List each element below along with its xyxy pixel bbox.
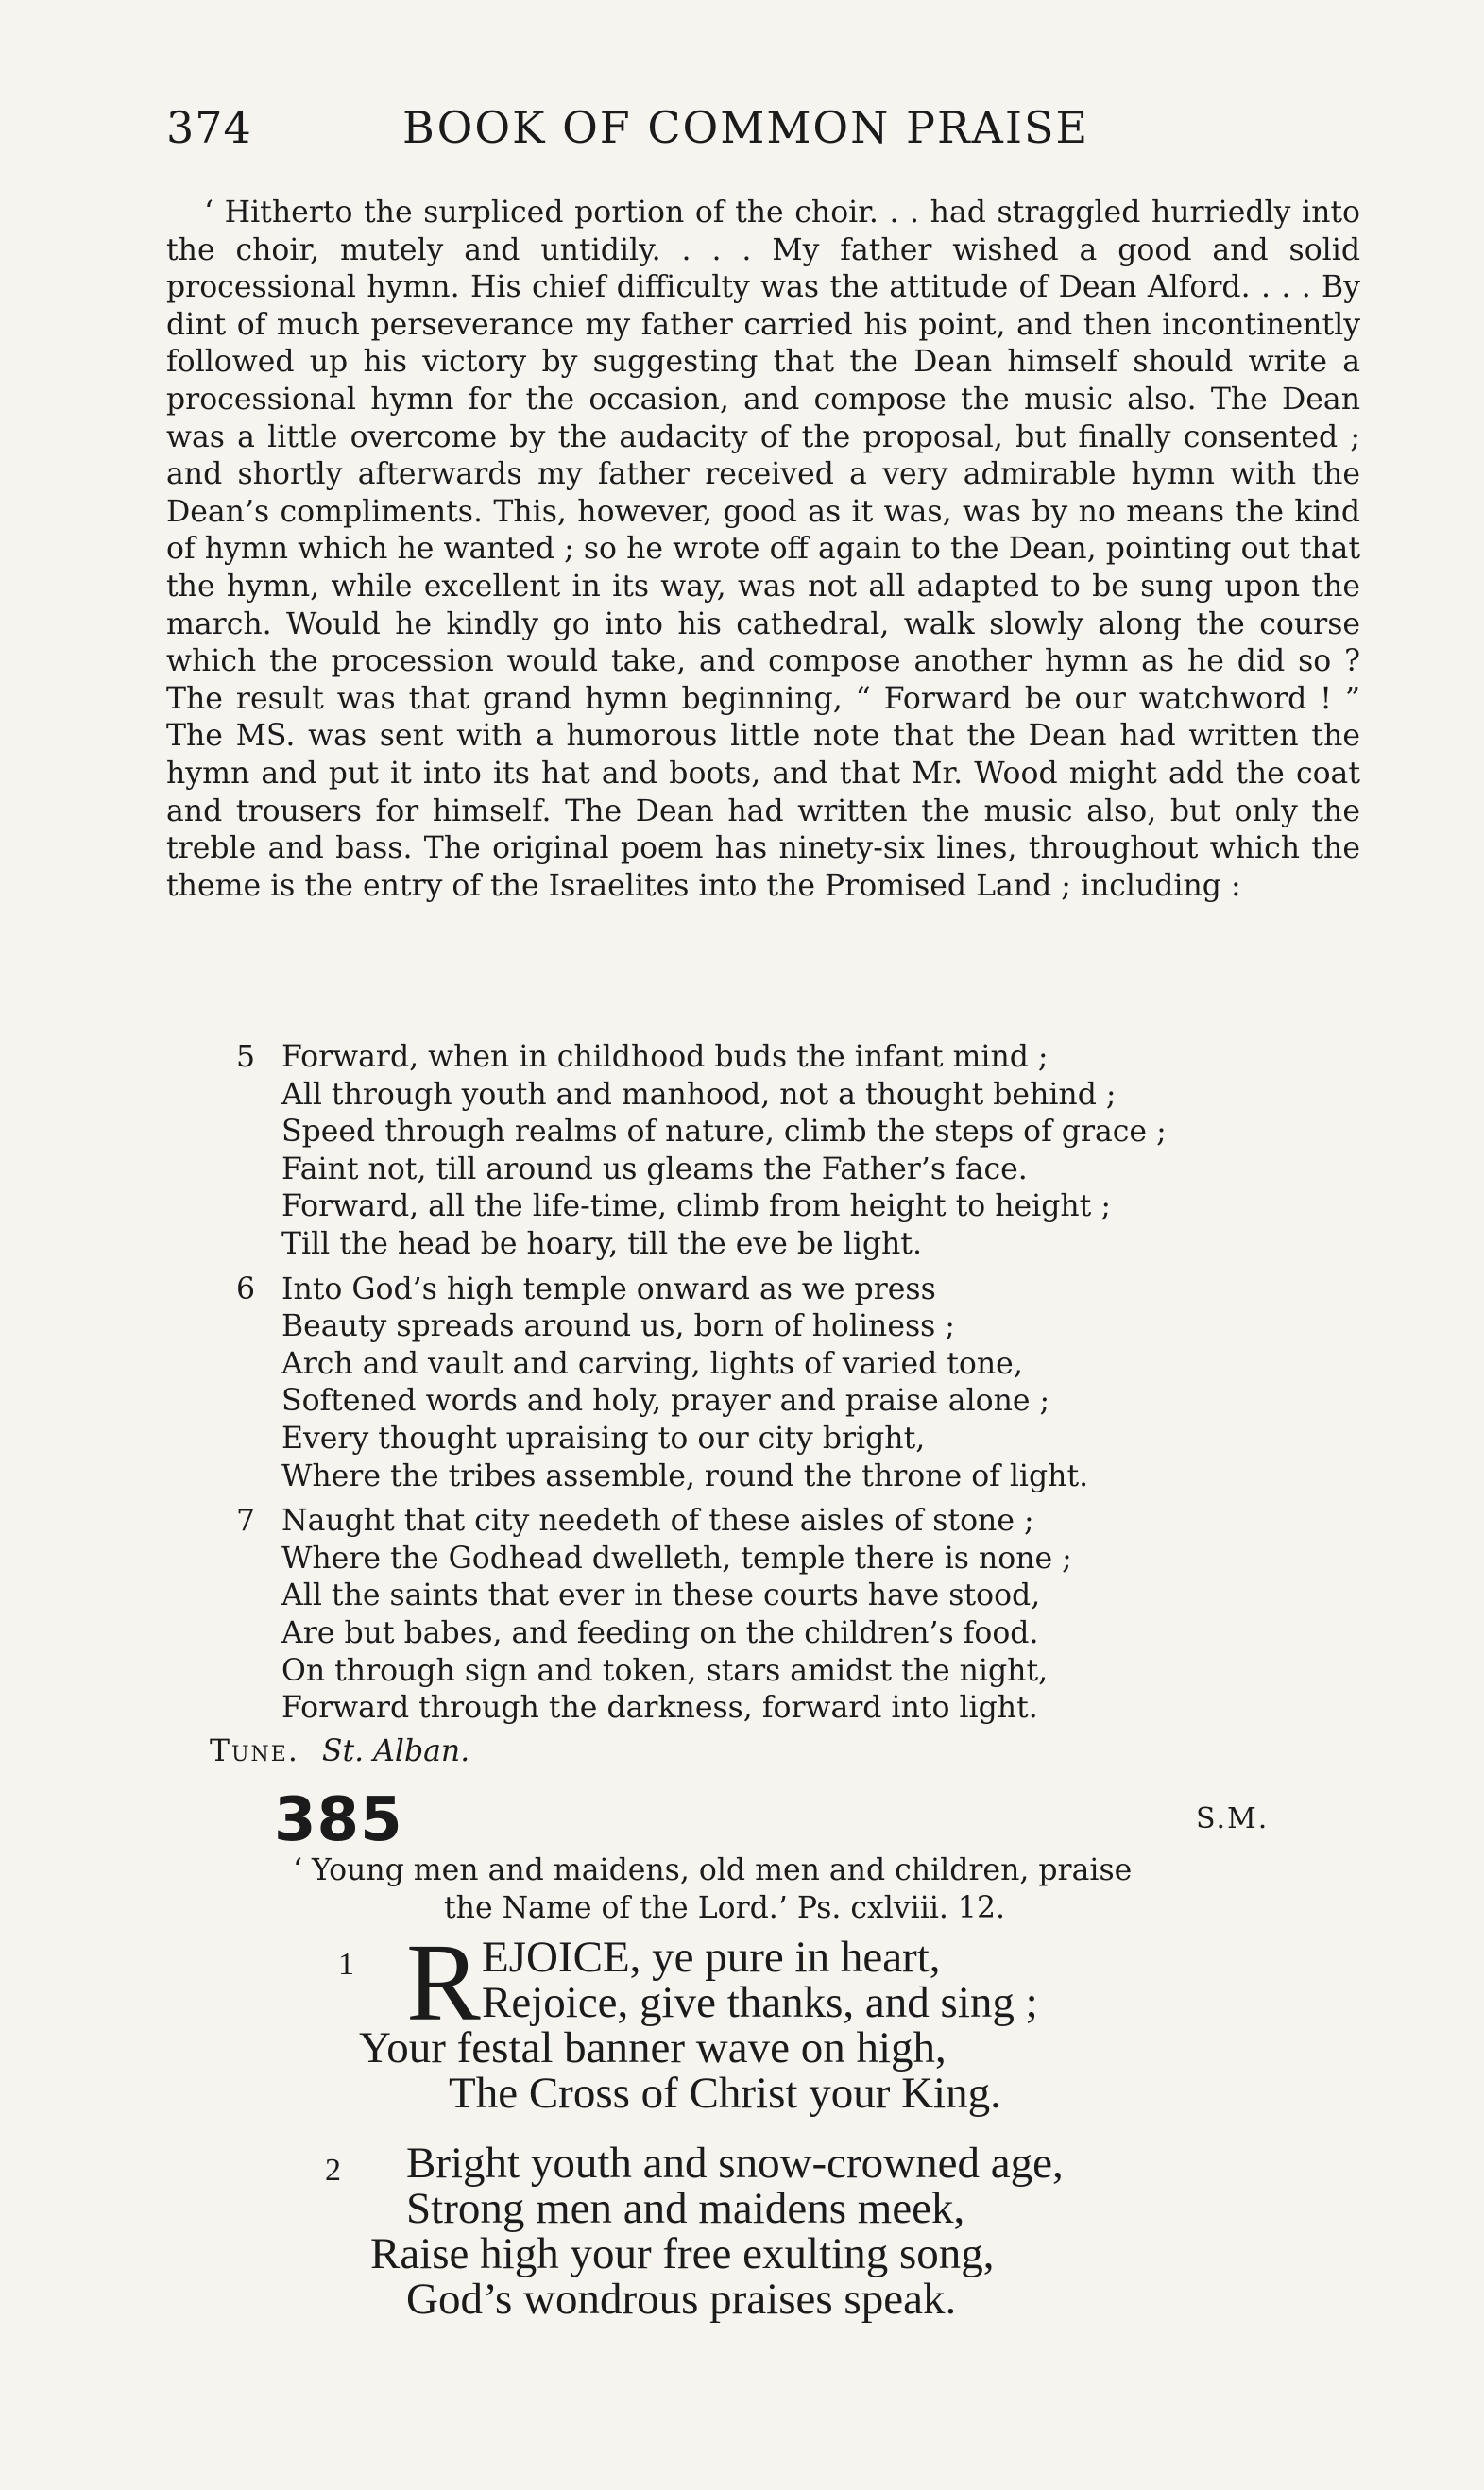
hymn-verse-number: 2 — [325, 2153, 341, 2188]
page-number: 374 — [166, 102, 252, 153]
verse-line: Softened words and holy, prayer and praise alone ; — [281, 1384, 1050, 1419]
verse-line: Where the Godhead dwelleth, temple there is none ; — [281, 1541, 1072, 1576]
page-header — [166, 102, 1139, 159]
running-title: BOOK OF COMMON PRAISE — [402, 102, 1090, 153]
verse-line: Arch and vault and carving, lights of varied tone, — [281, 1346, 1023, 1381]
verse-line: Forward through the darkness, forward into light. — [281, 1691, 1038, 1726]
hymn-epigraph — [293, 1851, 1285, 1927]
tune-label: Tune. — [210, 1734, 299, 1768]
epigraph-line: the Name of the Lord.’ Ps. cxlviii. 12. — [444, 1891, 1006, 1925]
verse-line: Into God’s high temple onward as we press — [281, 1271, 936, 1306]
verse-line: Forward, when in childhood buds the infant mind ; — [281, 1040, 1049, 1074]
verse-line: Till the head be hoary, till the eve be light. — [281, 1226, 922, 1261]
quoted-verse-7 — [236, 1503, 1322, 1728]
hymn-line: Your festal banner wave on high, — [359, 2023, 947, 2072]
verse-number: 6 — [236, 1271, 256, 1306]
note-paragraph: ‘ Hitherto the surpliced portion of the choir. . . had straggled hurriedly into the choir, mutely and untidily. . . . My father wished a good and solid processional hymn. His chief difficulty was the attitude of Dean Alford. . . . By dint of much perseverance my father carried his point, and then incontinently followed up his victory by suggesting that the Dean himself should write a processional hymn for the occasion, and compose the music also. The Dean was a little overcome by the audacity of the proposal, but finally consented ; and shortly afterwards my father received a very admirable hymn with the Dean’s compliments. This, however, good as it was, was by no means the kind of hymn which he wanted ; so he wrote off again to the Dean, pointing out that the hymn, while excellent in its way, was not all adapted to be sung upon the march. Would he kindly go into his cathedral, walk slowly along the course which the procession would take, and compose another hymn as he did so ? The result was that grand hymn beginning, “ Forward be our watchword ! ” The MS. was sent with a humorous little note that the Dean had written the hymn and put it into its hat and boots, and that Mr. Wood might add the coat and trousers for himself. The Dean had written the music also, but only the treble and bass. The original poem has ninety-six lines, throughout which the theme is the entry of the Israelites into the Promised Land ; including : — [166, 196, 1360, 903]
hymn-verse-2 — [325, 2139, 1370, 2324]
quoted-verse-5 — [236, 1039, 1322, 1264]
verse-line: Forward, all the life-time, climb from height to height ; — [281, 1189, 1111, 1224]
verse-line: Where the tribes assemble, round the throne of light. — [281, 1458, 1089, 1493]
verse-number: 5 — [236, 1040, 256, 1074]
epigraph-line: ‘ Young men and maidens, old men and children, praise — [293, 1853, 1133, 1887]
tune-line — [210, 1734, 469, 1768]
verse-number: 7 — [236, 1504, 256, 1539]
hymn-line: Rejoice, give thanks, and sing ; — [482, 1978, 1038, 2027]
hymn-line: Raise high your free exulting song, — [370, 2229, 995, 2278]
drop-cap: R — [406, 1920, 481, 2044]
hymn-text — [325, 1920, 1370, 2324]
hymn-line: God’s wondrous praises speak. — [406, 2275, 957, 2324]
verse-line: All the saints that ever in these courts have stood, — [281, 1578, 1041, 1613]
quoted-verses — [236, 1039, 1322, 1735]
hymn-line: Strong men and maidens meek, — [406, 2184, 965, 2233]
hymn-verse-1 — [331, 1920, 1370, 2118]
hymn-meter: S.M. — [1196, 1802, 1270, 1835]
verse-line: Beauty spreads around us, born of holiness ; — [281, 1309, 955, 1344]
hymn-verse-number: 1 — [338, 1947, 354, 1982]
verse-line: On through sign and token, stars amidst the night, — [281, 1653, 1049, 1688]
hymn-number: 385 — [274, 1785, 403, 1855]
quoted-verse-6 — [236, 1271, 1322, 1496]
hymn-line: EJOICE, ye pure in heart, — [482, 1933, 941, 1982]
verse-line: Are but babes, and feeding on the children’s food. — [281, 1615, 1039, 1650]
verse-line: All through youth and manhood, not a thought behind ; — [281, 1077, 1117, 1112]
verse-line: Naught that city needeth of these aisles of stone ; — [281, 1504, 1034, 1539]
hymn-line: The Cross of Christ your King. — [449, 2069, 1001, 2118]
historical-note — [166, 195, 1360, 905]
hymn-line: Bright youth and snow-crowned age, — [406, 2139, 1064, 2188]
tune-name: St. Alban. — [321, 1734, 470, 1768]
verse-line: Speed through realms of nature, climb the steps of grace ; — [281, 1115, 1167, 1150]
verse-line: Every thought upraising to our city bright, — [281, 1421, 926, 1456]
verse-line: Faint not, till around us gleams the Father’s face. — [281, 1151, 1028, 1186]
